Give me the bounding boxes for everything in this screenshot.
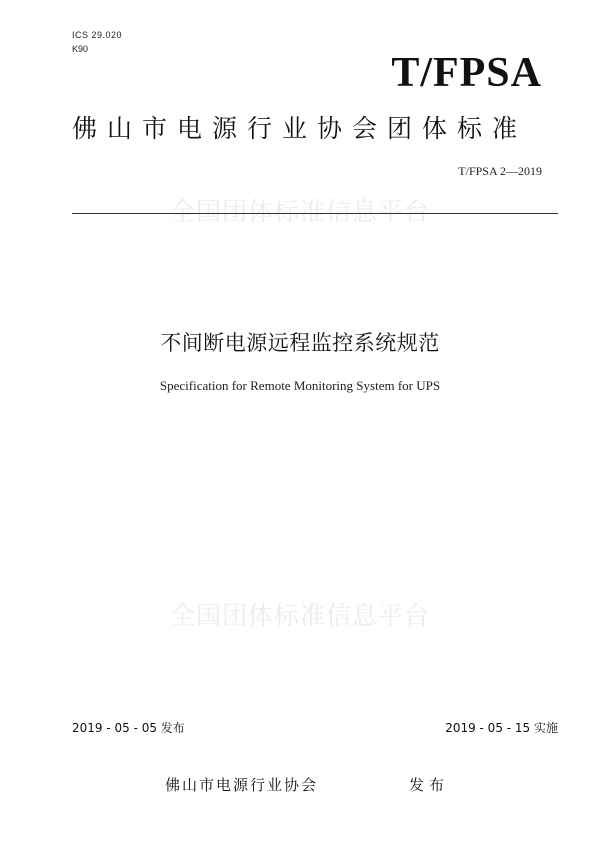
publisher-name: 佛山市电源行业协会 bbox=[165, 776, 319, 794]
standard-code: T/FPSA 2—2019 bbox=[458, 164, 542, 178]
classification-code: K90 bbox=[72, 44, 89, 54]
standard-title-en: Specification for Remote Monitoring System for UPS bbox=[159, 378, 441, 393]
issue-label: 发布 bbox=[409, 776, 450, 794]
publish-date: 2019 - 05 - 05 发布 bbox=[72, 721, 185, 735]
ics-code: ICS 29.020 bbox=[72, 30, 123, 40]
implement-date: 2019 - 05 - 15 实施 bbox=[445, 721, 558, 735]
brand-logo-text: T/FPSA bbox=[391, 50, 542, 96]
standard-title-cn: 不间断电源远程监控系统规范 bbox=[160, 331, 440, 355]
header-divider bbox=[72, 213, 558, 214]
organization-title: 佛山市电源行业协会团体标准 bbox=[72, 114, 528, 143]
watermark-top: 全国团体标准信息平台 bbox=[169, 197, 430, 226]
watermark-bottom: 全国团体标准信息平台 bbox=[169, 601, 430, 630]
